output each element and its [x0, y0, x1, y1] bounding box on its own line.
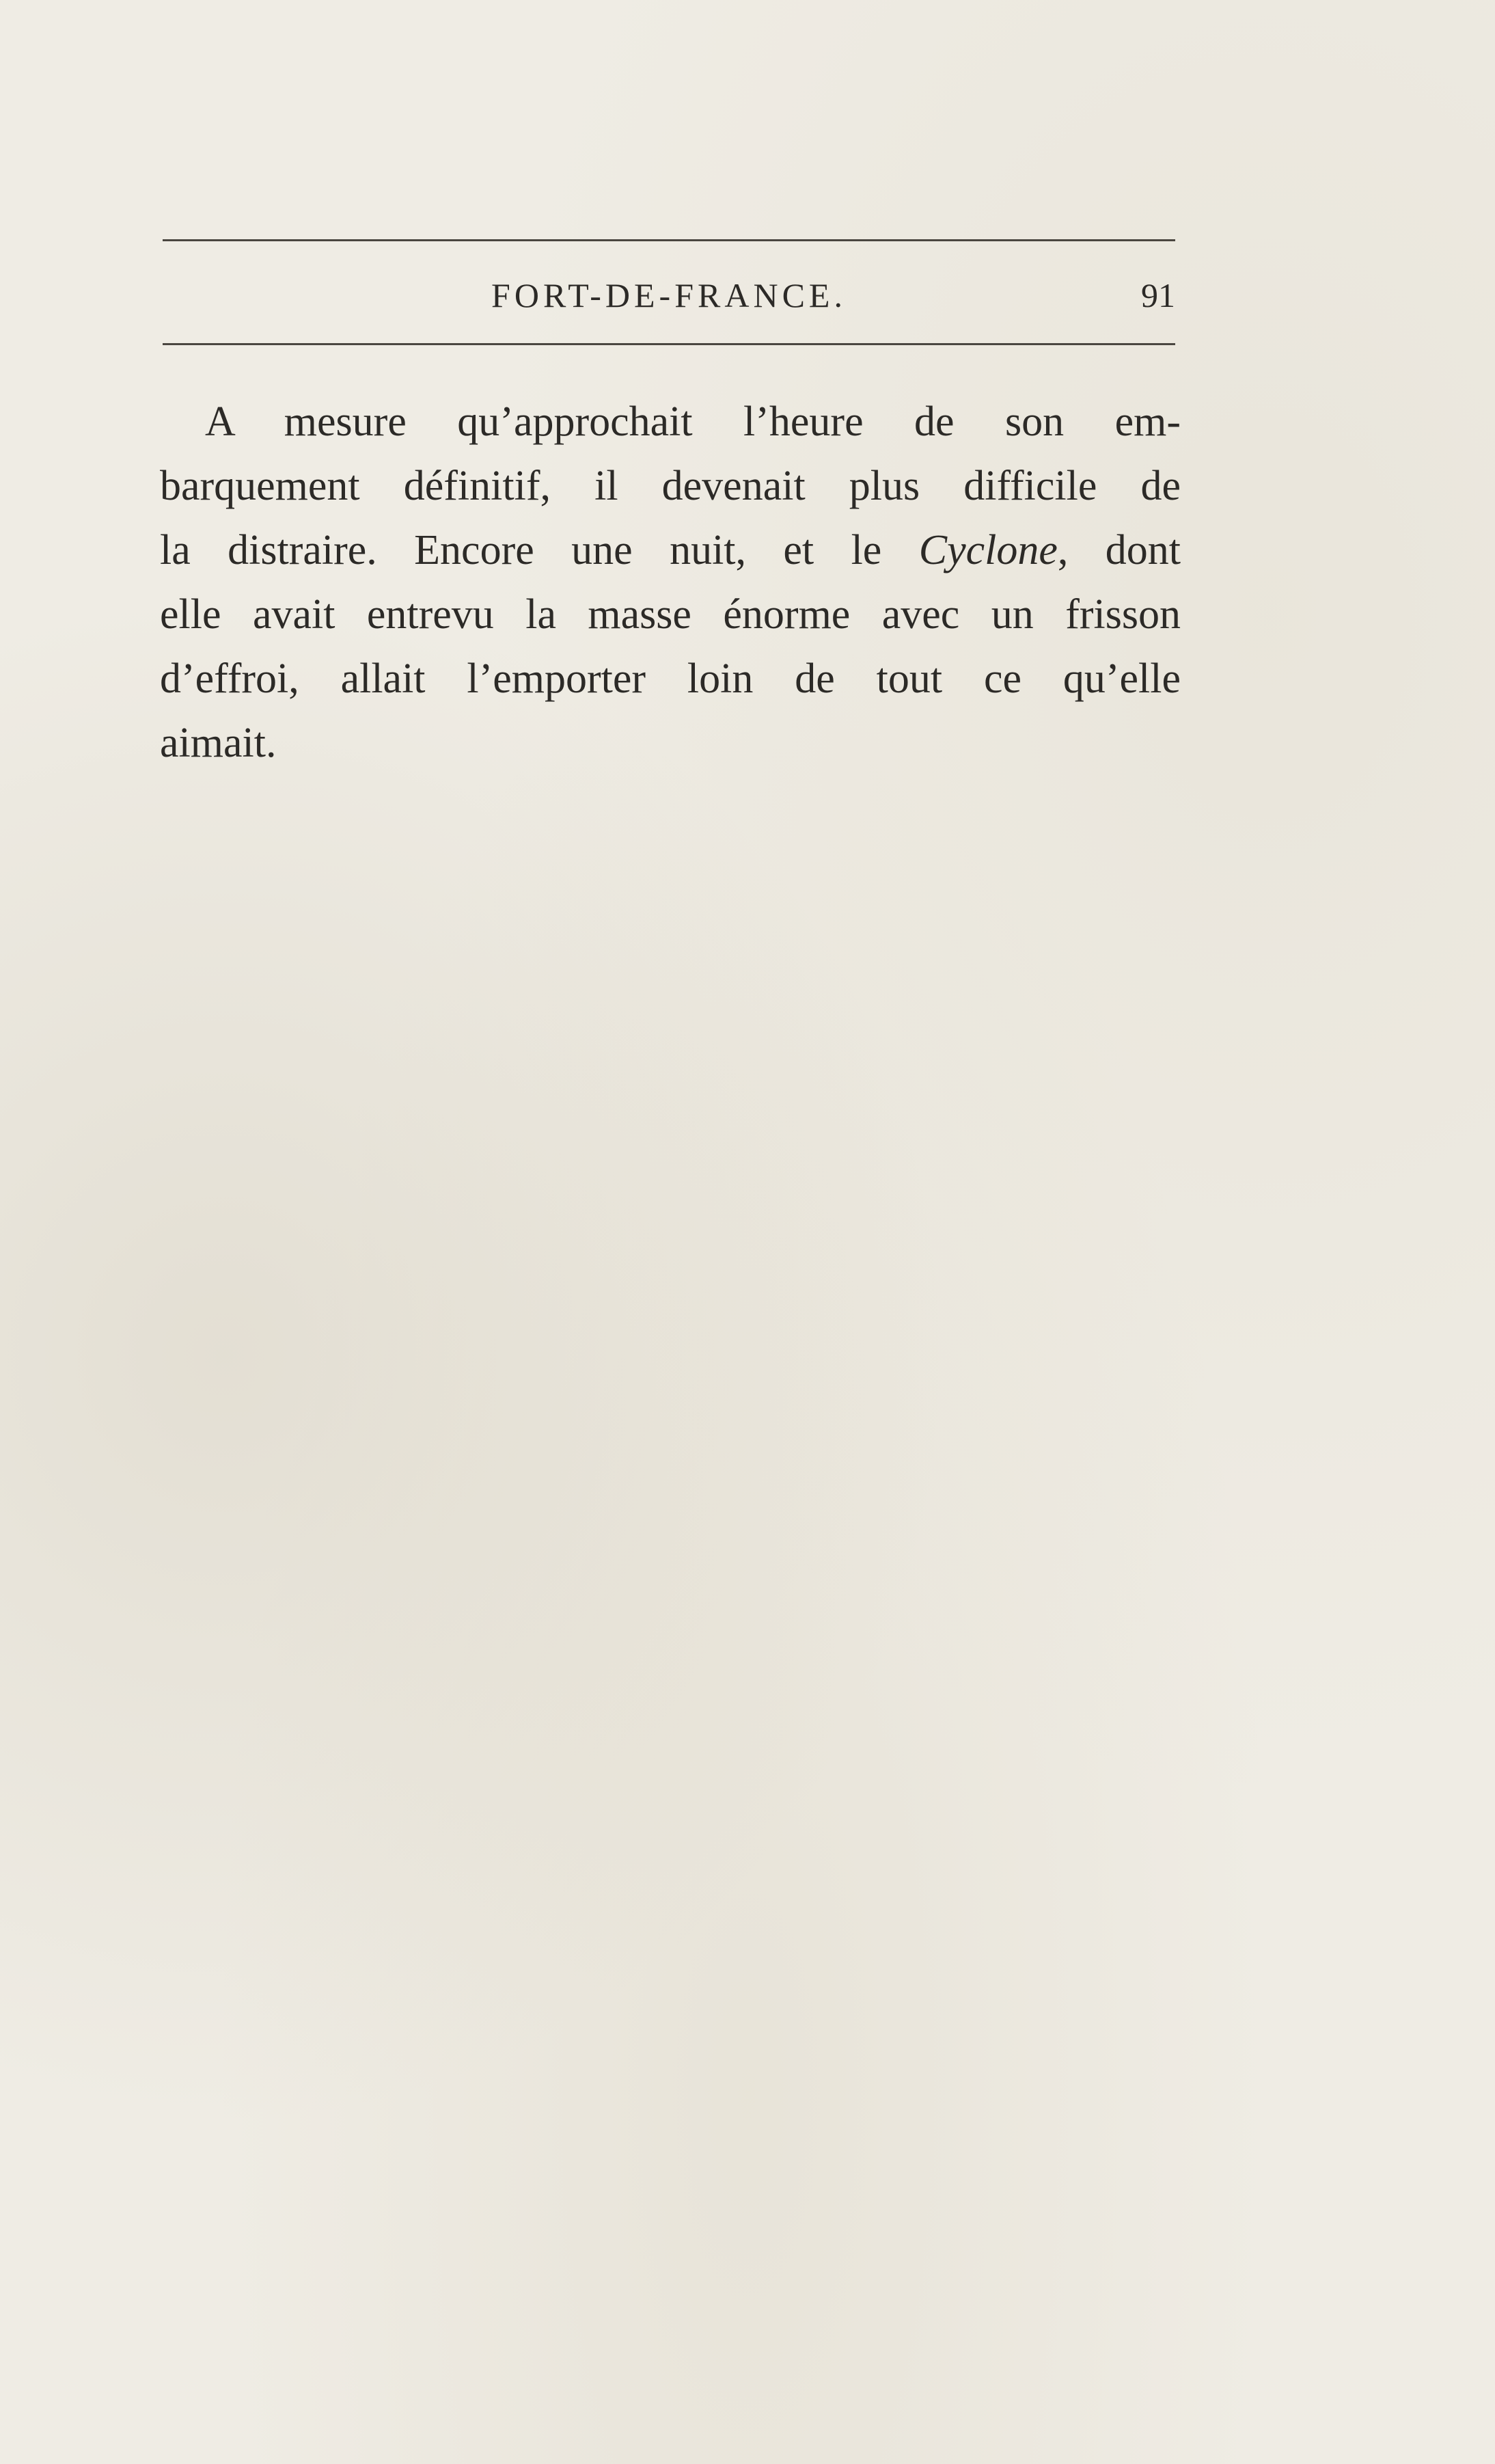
running-head — [163, 239, 1175, 346]
ship-name-italic: Cyclone — [918, 527, 1058, 573]
text-line-3-start: la distraire. Encore une nuit, et le — [160, 527, 919, 573]
text-line-3 — [160, 518, 1181, 582]
text-line-3-end: , dont — [1057, 527, 1181, 573]
header-rule-top — [163, 239, 1175, 241]
text-line-5: d’effroi, allait l’emporter loin de tout ce qu’elle — [160, 655, 1181, 702]
text-line-2: barquement définitif, il devenait plus difficile de — [160, 463, 1181, 509]
body-paragraph — [160, 390, 1181, 775]
header-rule-bottom — [163, 343, 1175, 345]
text-line-4: elle avait entrevu la masse énorme avec un frisson — [160, 591, 1181, 638]
text-line-1: A mesure qu’approchait l’heure de son em- — [205, 398, 1181, 445]
text-line-6: aimait. — [160, 720, 277, 766]
page-number: 91 — [1141, 276, 1175, 314]
running-head-title: FORT-DE-FRANCE. — [491, 276, 847, 314]
